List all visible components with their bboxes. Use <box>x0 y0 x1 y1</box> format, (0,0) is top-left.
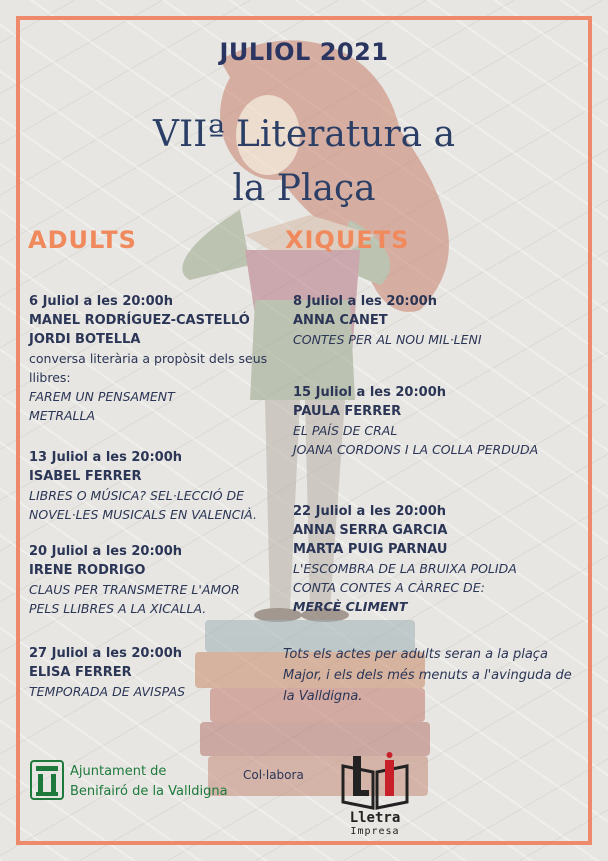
sponsor-name: Lletra <box>349 810 401 826</box>
event-book-title: CONTA CONTES A CÀRREC DE: <box>293 580 485 595</box>
ajuntament-line: Ajuntament de <box>70 764 167 779</box>
event-author: ANNA SERRA GARCIA <box>293 523 448 538</box>
event-date: 13 Juliol a les 20:00h <box>29 450 183 465</box>
event-author: MANEL RODRÍGUEZ-CASTELLÓ <box>29 313 250 328</box>
kids-event <box>293 502 517 616</box>
event-author: IRENE RODRIGO <box>29 563 146 578</box>
event-date: 27 Juliol a les 20:00h <box>29 646 183 661</box>
event-book-title: PELS LLIBRES A LA XICALLA. <box>29 601 207 616</box>
adults-event <box>29 448 257 524</box>
event-month: JULIOL 2021 <box>219 38 389 66</box>
adults-event <box>29 542 240 618</box>
event-description: llibres: <box>29 370 71 385</box>
lletra-book-logo-icon <box>337 752 413 810</box>
ajuntament-emblem-icon <box>30 760 64 800</box>
event-title-line: VIIª Literatura a <box>152 114 456 155</box>
event-title <box>0 108 608 216</box>
event-date: 20 Juliol a les 20:00h <box>29 544 183 559</box>
sponsor-subtitle: Impresa <box>350 826 400 837</box>
lletra-logo <box>337 752 413 837</box>
kids-heading: XIQUETS <box>285 226 410 254</box>
event-book-title: METRALLA <box>29 408 96 423</box>
event-book-title: LIBRES O MÚSICA? SEL·LECCIÓ DE <box>29 488 245 503</box>
event-author: PAULA FERRER <box>293 404 402 419</box>
adults-heading: ADULTS <box>28 226 137 254</box>
event-date: 22 Juliol a les 20:00h <box>293 504 447 519</box>
event-author: ELISA FERRER <box>29 665 132 680</box>
event-book-title: FAREM UN PENSAMENT <box>29 389 175 404</box>
event-book-title: JOANA CORDONS I LA COLLA PERDUDA <box>293 442 539 457</box>
event-date: 6 Juliol a les 20:00h <box>29 294 173 309</box>
event-description: conversa literària a propòsit dels seus <box>29 351 268 366</box>
event-book-title: CONTES PER AL NOU MIL·LENI <box>293 332 482 347</box>
kids-event <box>293 383 538 459</box>
kids-event <box>293 292 482 349</box>
ajuntament-line: Benifairó de la Valldigna <box>70 784 228 799</box>
event-author: ISABEL FERRER <box>29 469 142 484</box>
adults-event <box>29 644 185 701</box>
event-date: 15 Juliol a les 20:00h <box>293 385 447 400</box>
event-author: JORDI BOTELLA <box>29 332 141 347</box>
event-book-title: TEMPORADA DE AVISPAS <box>29 684 186 699</box>
venue-note: Tots els actes per adults seran a la plaça Major, i els dels més menuts a l'avinguda de la Valldigna. <box>283 647 572 704</box>
collab-label: Col·labora <box>243 768 304 782</box>
event-book-title: L'ESCOMBRA DE LA BRUIXA POLIDA <box>293 561 517 576</box>
event-author: ANNA CANET <box>293 313 388 328</box>
event-storyteller: MERCÈ CLIMENT <box>293 599 408 614</box>
adults-event <box>29 292 267 425</box>
event-book-title: CLAUS PER TRANSMETRE L'AMOR <box>29 582 240 597</box>
ajuntament-name <box>70 762 228 802</box>
event-date: 8 Juliol a les 20:00h <box>293 294 437 309</box>
event-book-title: NOVEL·LES MUSICALS EN VALENCIÀ. <box>29 507 257 522</box>
event-author: MARTA PUIG PARNAU <box>293 542 448 557</box>
event-title-line: la Plaça <box>232 168 376 209</box>
event-book-title: EL PAÍS DE CRAL <box>293 423 398 438</box>
